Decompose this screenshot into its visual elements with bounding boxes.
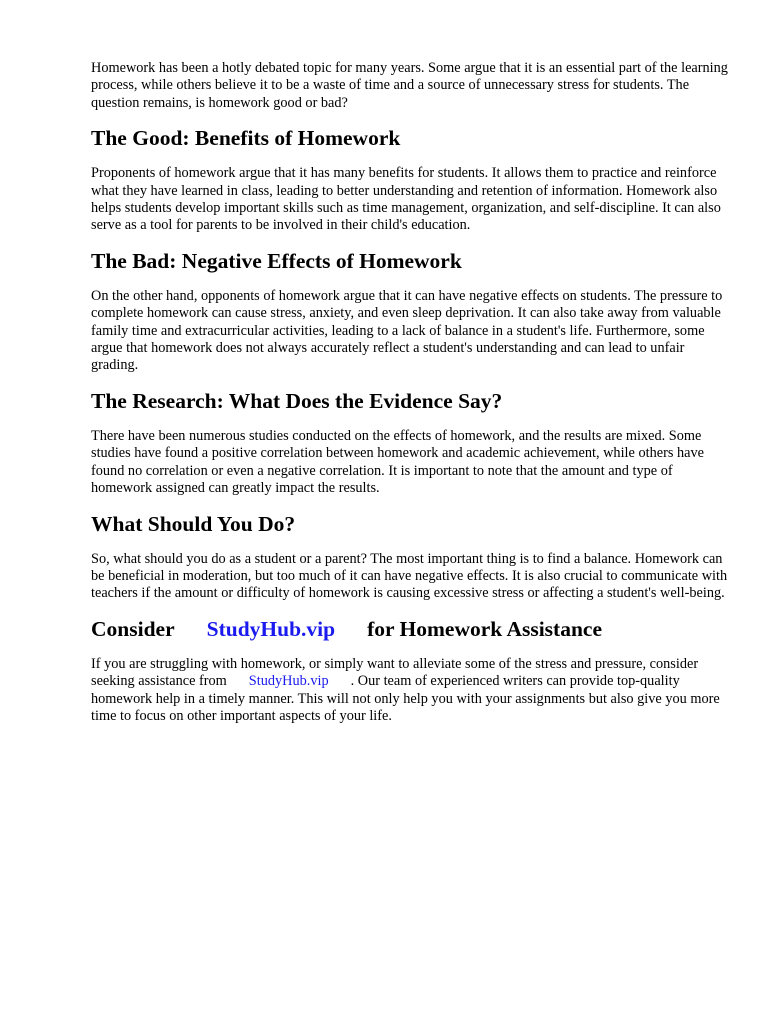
studyhub-heading-link[interactable]: StudyHub.vip <box>206 616 336 641</box>
studyhub-inline-link[interactable]: StudyHub.vip <box>248 673 329 690</box>
paragraph-bad: On the other hand, opponents of homework argue that it can have negative effects on students. The pressure to complete homework can cause stress, anxiety, and even sleep deprivation. It can also take away from valuable family time and extracurricular activities, leading to a lack of balance in a student's life. Furthermore, some argue that homework does not always accurately reflect a student's understanding and can lead to unfair grading. <box>91 287 723 374</box>
heading-consider-suffix: for Homework Assistance <box>367 616 602 641</box>
paragraph-research: There have been numerous studies conducted on the effects of homework, and the results are mixed. Some studies have found a positive correlation between homework and academic achievement, while others have found no correlation or even a negative correlation. It is important to note that the amount and type of homework assigned can greatly impact the results. <box>91 427 704 497</box>
heading-consider-prefix: Consider <box>91 616 175 641</box>
consider-text-before: If you are struggling with homework, or simply want to alleviate some of the stress and pressure, consider seeking assistance from <box>91 655 699 690</box>
paragraph-good: Proponents of homework argue that it has many benefits for students. It allows them to practice and reinforce what they have learned in class, leading to better understanding and retention of information. Homework also helps students develop important skills such as time management, organization, and self-discipline. It can also serve as a tool for parents to be involved in their child's education. <box>91 165 721 234</box>
paragraph-should: So, what should you do as a student or a parent? The most important thing is to find a balance. Homework can be beneficial in moderation, but too much of it can have negative effects. It is also crucial to communicate with teachers if the amount or difficulty of homework is causing excessive stress or affecting a student's well-being. <box>91 550 728 602</box>
heading-should: What Should You Do? <box>91 511 296 536</box>
heading-research: The Research: What Does the Evidence Say? <box>91 388 503 413</box>
heading-consider <box>91 616 731 642</box>
heading-bad: The Bad: Negative Effects of Homework <box>91 248 462 273</box>
consider-text-after: . Our team of experienced writers can provide top-quality homework help in a timely manner. This will not only help you with your assignments but also give you more time to focus on other important aspects of your life. <box>91 673 720 724</box>
heading-good: The Good: Benefits of Homework <box>91 126 401 151</box>
intro-paragraph: Homework has been a hotly debated topic for many years. Some argue that it is an essential part of the learning process, while others believe it to be a waste of time and a source of unnecessary stress for students. The question remains, is homework good or bad? <box>91 60 728 111</box>
document-page <box>91 60 731 725</box>
paragraph-consider <box>91 656 731 726</box>
